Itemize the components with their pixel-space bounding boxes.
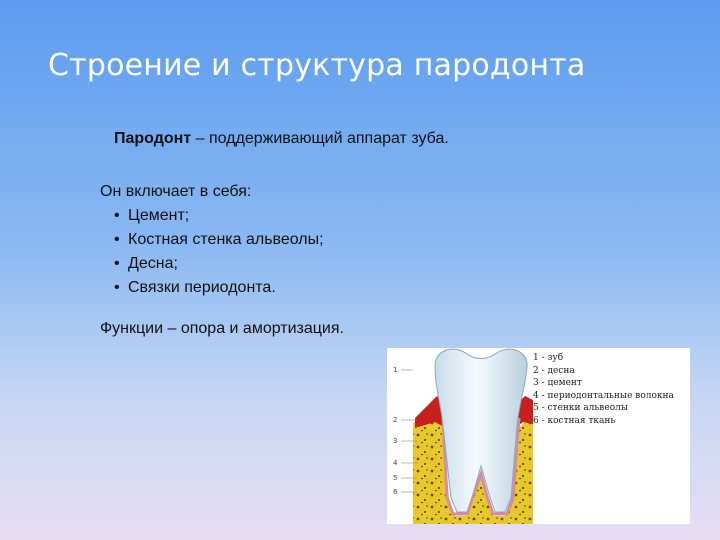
components-list — [100, 204, 324, 300]
tooth-diagram — [387, 348, 690, 524]
legend-item: 6 - костная ткань — [533, 415, 616, 426]
marker-1: 1 — [393, 366, 398, 374]
includes-intro: Он включает в себя: — [100, 183, 252, 200]
legend-item: 4 - периодонтальные волокна — [533, 390, 674, 401]
marker-4: 4 — [393, 459, 398, 467]
diagram-legend — [533, 352, 674, 427]
definition-text: – поддерживающий аппарат зуба. — [191, 130, 449, 147]
list-item: • Костная стенка альвеолы; — [114, 228, 324, 252]
list-item: • Связки периодонта. — [114, 276, 324, 300]
marker-5: 5 — [393, 474, 398, 482]
legend-item: 1 - зуб — [533, 353, 564, 363]
slide-title: Строение и структура пародонта — [48, 48, 586, 83]
legend-item: 3 - цемент — [533, 378, 582, 388]
definition — [114, 130, 449, 148]
legend-item: 2 - десна — [533, 365, 575, 376]
definition-term: Пародонт — [114, 130, 192, 147]
list-item: • Десна; — [114, 252, 324, 276]
functions-text: Функции – опора и амортизация. — [100, 320, 344, 337]
legend-item: 5 - стенки альвеолы — [533, 403, 628, 413]
marker-6: 6 — [393, 488, 398, 496]
includes-block — [100, 180, 324, 300]
marker-3: 3 — [393, 437, 398, 445]
marker-2: 2 — [393, 416, 398, 424]
list-item: • Цемент; — [114, 204, 324, 228]
